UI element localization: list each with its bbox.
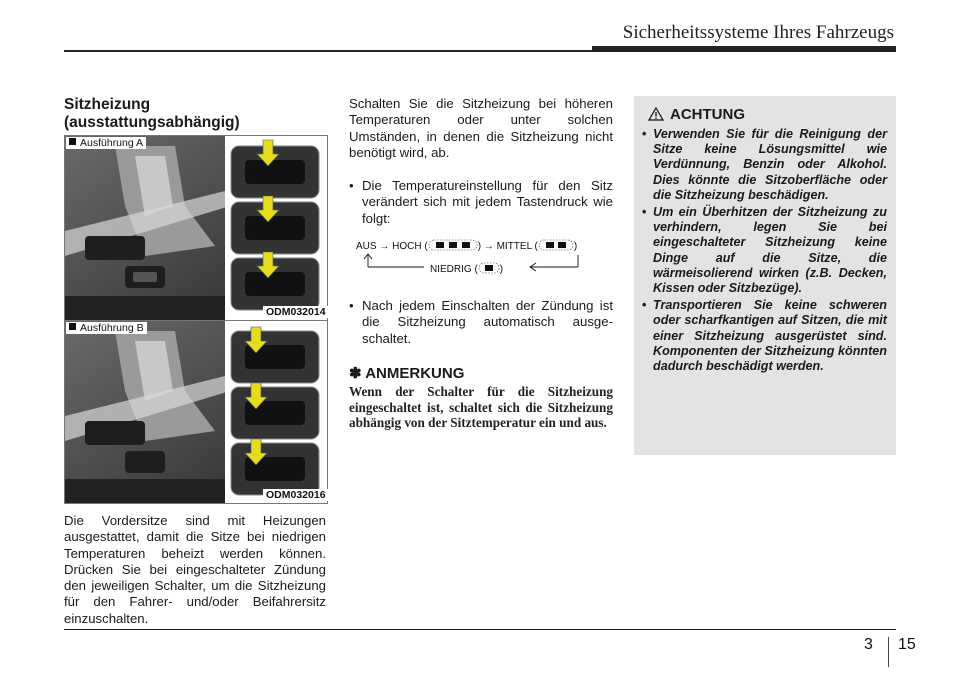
seq-close-3: ): [499, 264, 504, 276]
figure-a-label: [66, 137, 146, 149]
intro-paragraph: Schalten Sie die Sitzheizung bei höheren Temperaturen oder unter solchen Umständen, in denen die Sitzheizung nicht benötigt wird, ab.: [349, 96, 613, 160]
section-subtitle: (ausstattungsabhängig): [64, 114, 240, 131]
header-rule-thick: [592, 46, 896, 52]
page-number: 15: [898, 636, 916, 653]
heat-low-icon: [478, 262, 500, 277]
figure-b-code: ODM032016: [263, 489, 329, 501]
page-divider: [888, 637, 889, 667]
bullet-list-2: [349, 298, 613, 347]
seq-arrow-1: →: [379, 241, 390, 253]
warning-title: ACHTUNG: [670, 106, 745, 123]
seat-heater-photo-b: [65, 321, 327, 503]
note-heading: [349, 364, 464, 382]
warning-header: [648, 106, 745, 126]
bullet-item: • Nach jedem Einschalten der Zündung ist die Sitzheizung automatisch ausge-schaltet.: [349, 298, 613, 347]
figure-b-variant: Ausführung B: [80, 322, 144, 334]
seq-close-1: ): [477, 241, 482, 253]
warning-triangle-icon: [648, 107, 664, 126]
figure-a-variant: Ausführung A: [80, 137, 144, 149]
warning-box: [634, 96, 896, 455]
seat-heater-photo-a: [65, 136, 327, 320]
square-bullet-icon: [69, 323, 76, 330]
section-heading: [64, 96, 326, 132]
seq-arrow-2: →: [483, 241, 494, 253]
switch-callouts-b: [231, 327, 319, 495]
asterisk-icon: ✽: [349, 365, 362, 382]
heat-level-sequence: [352, 239, 614, 279]
warning-list: [640, 127, 887, 374]
switch-callouts-a: [231, 140, 319, 310]
figure-a: [64, 135, 328, 321]
bullet-item: • Die Temperatureinstellung für den Sitz verändert sich mit jedem Tastendruck wie folgt:: [349, 178, 613, 227]
body-paragraph: Die Vordersitze sind mit Heizungen ausgestattet, damit die Sitze bei niedrigen Temperaturen beheizt werden können. Drücken Sie bei eingeschalteter Zündung den jeweiligen Schalter, um die Sitzheizung für den Fahrer- und/oder Beifahrersitz einzuschalten.: [64, 513, 326, 626]
square-bullet-icon: [69, 138, 76, 145]
warning-item: • Transportieren Sie keine schweren oder scharfkantigen auf Sitzen, die mit einer Sitzheizung ausgerüstet sind. Komponenten der Sitzheizung könnten dadurch beschädigt werden.: [640, 298, 887, 374]
bullet-list-1: [349, 178, 613, 227]
seq-close-2: ): [573, 241, 578, 253]
seq-hoch: HOCH (: [392, 241, 428, 253]
note-text: Wenn der Schalter für die Sitzheizung eingeschaltet ist, schaltet sich die Sitzheizung abhängig von der Sitztemperatur ein und aus.: [349, 384, 613, 431]
chapter-number: 3: [864, 636, 873, 653]
seq-aus: AUS: [356, 241, 377, 253]
heat-high-icon: [428, 239, 478, 254]
running-header: Sicherheitssysteme Ihres Fahrzeugs: [622, 22, 894, 43]
warning-item: • Verwenden Sie für die Reinigung der Sitze keine Lösungsmittel wie Verdünnung, Benzin oder Alkohol. Dies könnte die Sitzoberfläche oder die Sitzheizung beschädigen.: [640, 127, 887, 203]
seq-niedrig: NIEDRIG (: [430, 264, 478, 276]
figure-b-label: [66, 322, 147, 334]
footer-rule: [64, 629, 896, 630]
warning-item: • Um ein Überhitzen der Sitzheizung zu verhindern, legen Sie bei eingeschalteter Sitzheizung keine Dinge auf die Sitze, die wärmeisolierend wirken (z.B. Decken, Kissen oder Sitzbezüge).: [640, 205, 887, 296]
section-title: Sitzheizung: [64, 96, 151, 113]
figure-b: [64, 320, 328, 504]
figure-a-code: ODM032014: [263, 306, 329, 318]
seq-mittel: MITTEL (: [496, 241, 538, 253]
note-title: ANMERKUNG: [365, 365, 465, 382]
heat-medium-icon: [538, 239, 574, 254]
